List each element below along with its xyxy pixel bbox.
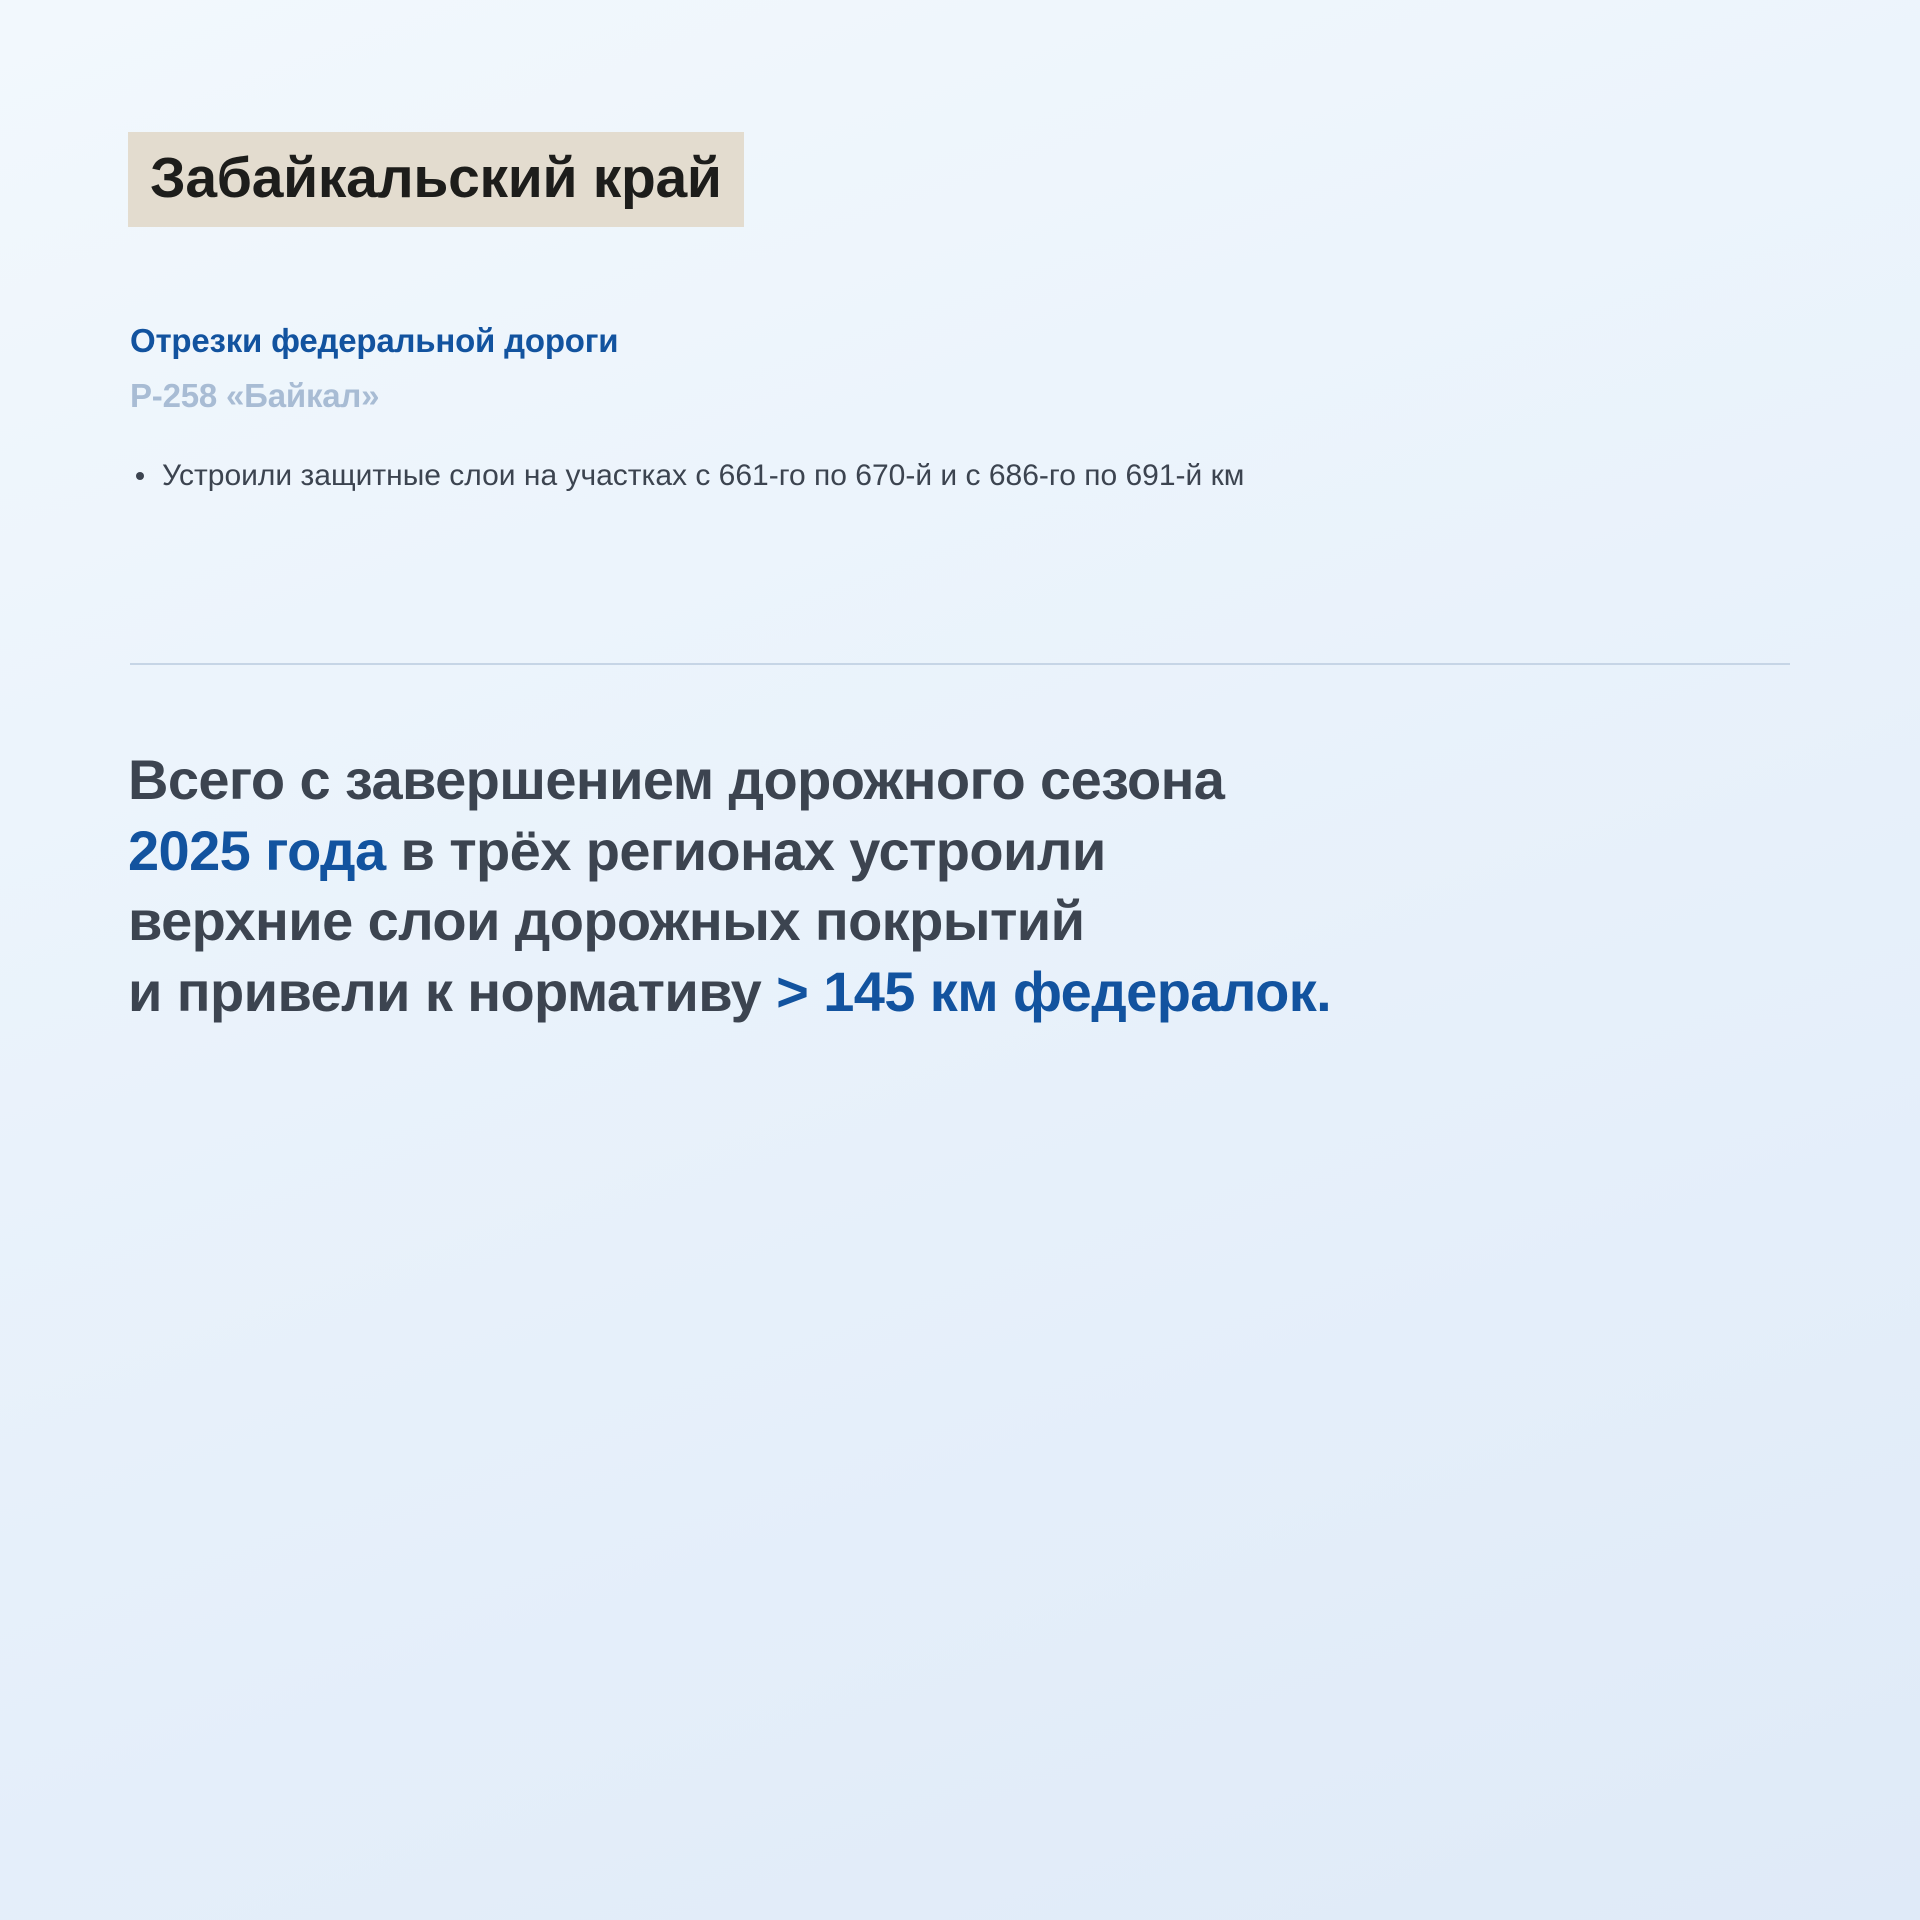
summary-line-4-rest: и привели к нормативу (128, 959, 777, 1023)
region-title: Забайкальский край (128, 132, 744, 227)
summary-line-2-rest: в трёх регионах устроили (385, 818, 1106, 882)
section-divider (130, 663, 1790, 665)
region-title-container (128, 132, 744, 227)
summary-line-3: верхние слои дорожных покрытий (128, 889, 1085, 953)
list-item: Устроили защитные слои на участках с 661-го по 670-й и с 686-го по 691-й км (130, 453, 1682, 498)
summary-year-accent: 2025 года (128, 818, 386, 882)
summary-line-2 (128, 816, 1828, 887)
road-section-subheading: Р-258 «Байкал» (130, 377, 380, 415)
summary-statement (128, 745, 1828, 1027)
road-section (130, 320, 1790, 498)
road-section-heading: Отрезки федеральной дороги (130, 322, 619, 359)
summary-line-1: Всего с завершением дорожного сезона (128, 748, 1225, 811)
summary-line-4 (128, 957, 1828, 1028)
summary-km-accent: > 145 км федералок. (776, 959, 1332, 1023)
road-works-list (130, 453, 1790, 498)
